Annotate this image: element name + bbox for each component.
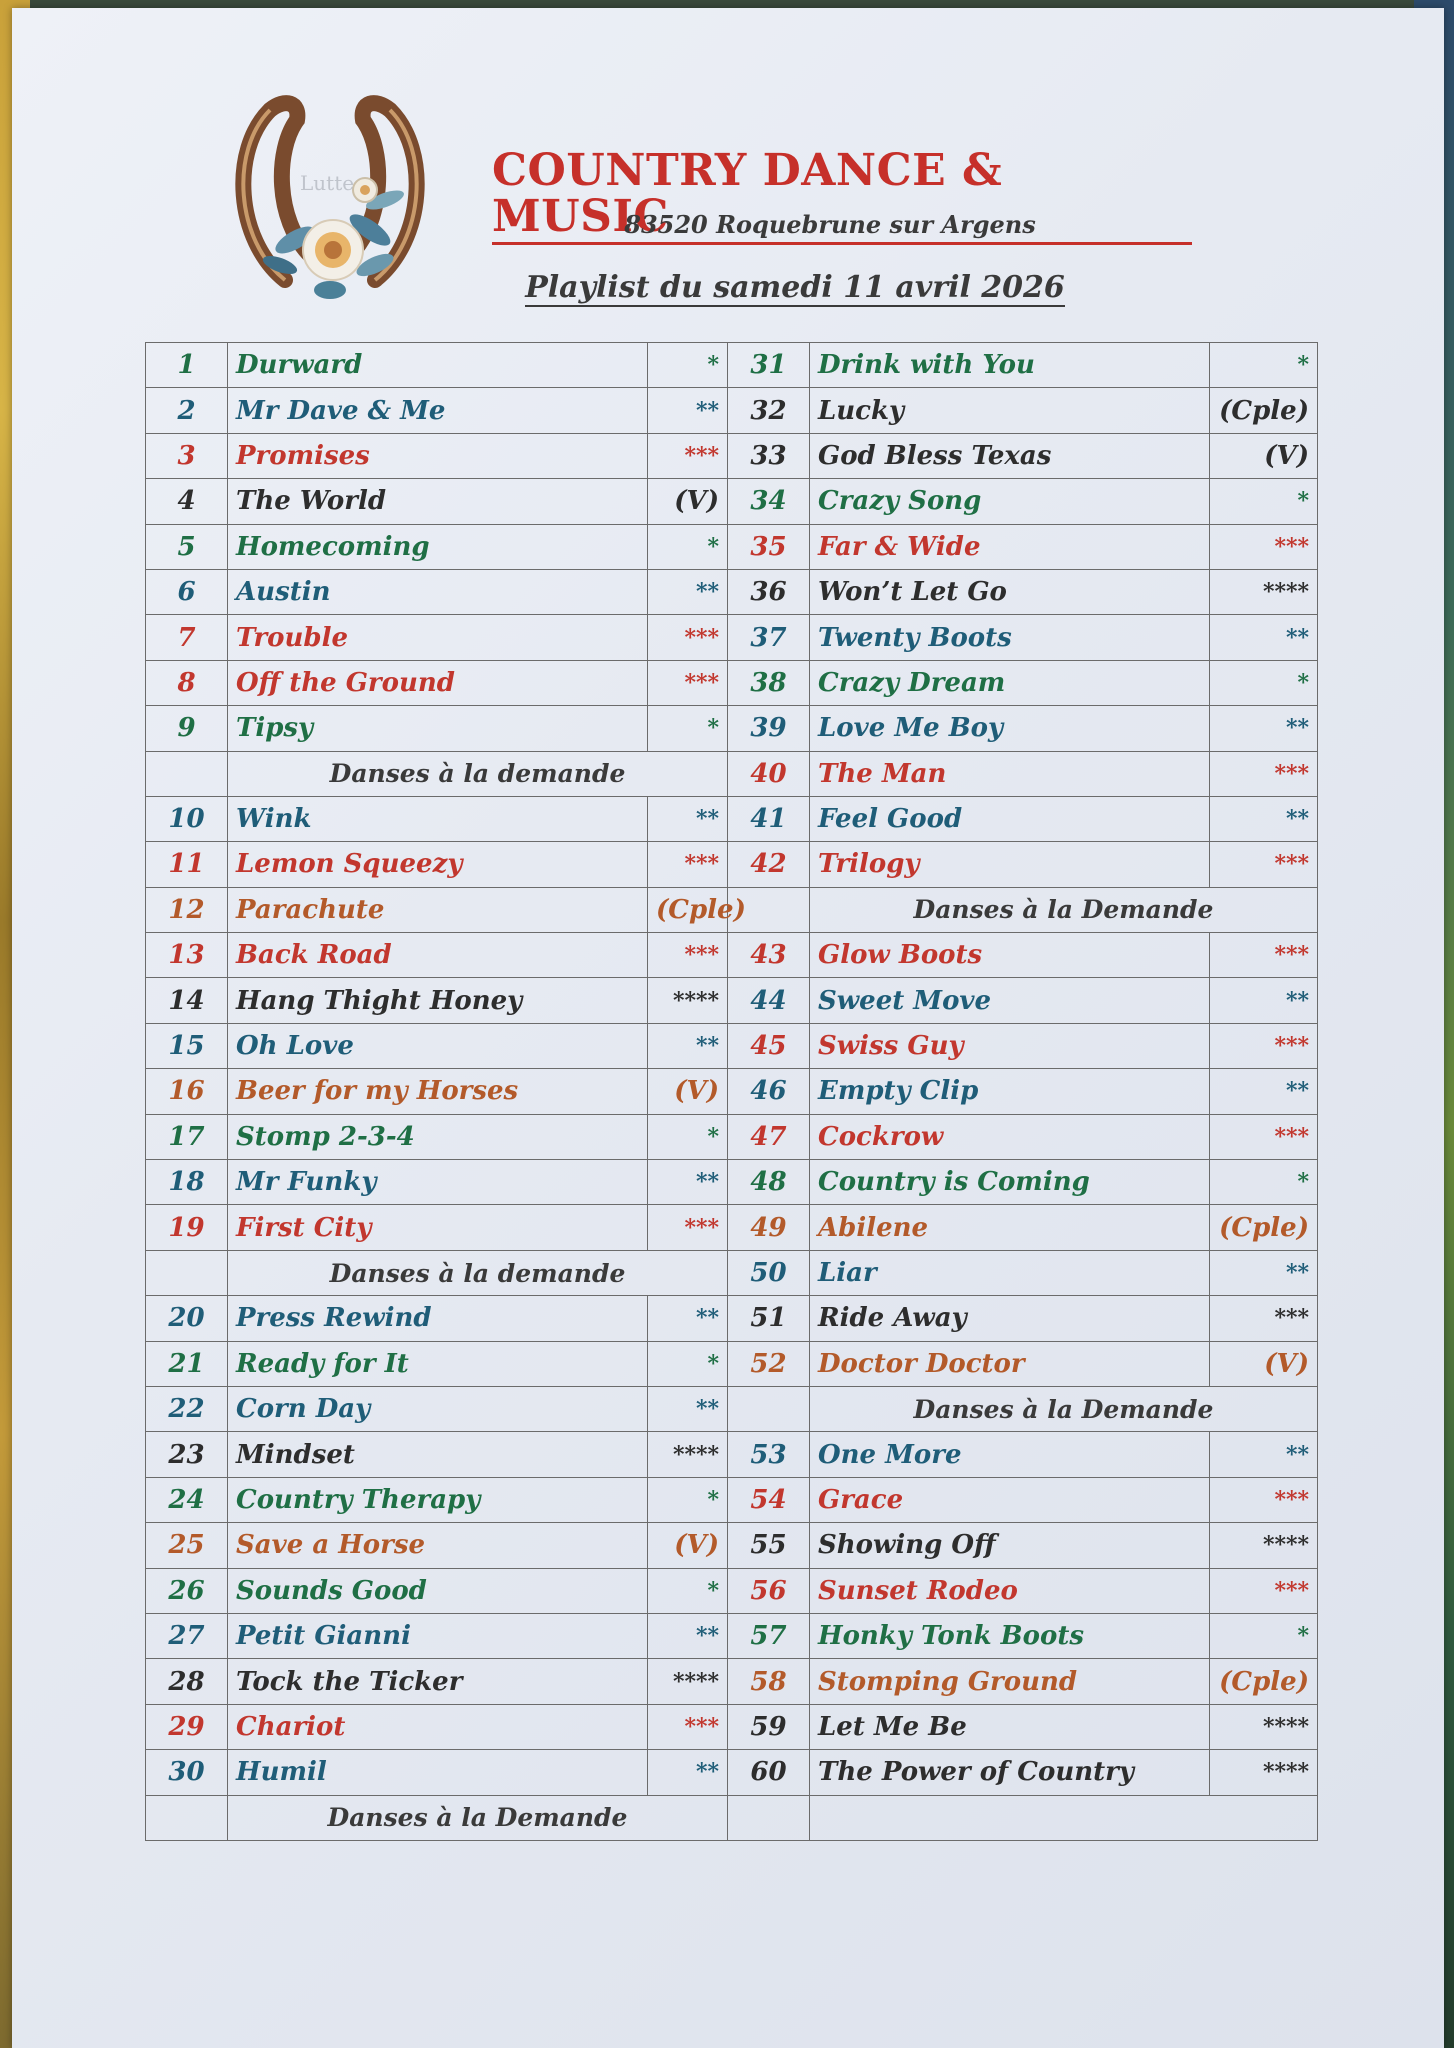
song-title: Twenty Boots	[810, 615, 1210, 660]
table-row	[146, 569, 1318, 614]
song-number: 21	[146, 1341, 228, 1386]
song-number: 27	[146, 1613, 228, 1658]
dance-type-label: (V)	[648, 479, 728, 524]
section-label: Danses à la demande	[228, 751, 728, 796]
difficulty-stars: ***	[1210, 1114, 1318, 1159]
song-number: 7	[146, 615, 228, 660]
table-row	[146, 978, 1318, 1023]
song-title: Trouble	[228, 615, 648, 660]
song-title: Swiss Guy	[810, 1023, 1210, 1068]
difficulty-stars: ***	[1210, 842, 1318, 887]
song-title: Tipsy	[228, 706, 648, 751]
song-number: 17	[146, 1114, 228, 1159]
song-title: Drink with You	[810, 343, 1210, 388]
dance-type-label: (V)	[648, 1523, 728, 1568]
song-number: 36	[728, 569, 810, 614]
song-number: 39	[728, 706, 810, 751]
song-number: 3	[146, 433, 228, 478]
song-number: 31	[728, 343, 810, 388]
difficulty-stars: **	[648, 1160, 728, 1205]
table-row	[146, 1023, 1318, 1068]
song-number: 11	[146, 842, 228, 887]
song-title: Crazy Song	[810, 479, 1210, 524]
song-number: 59	[728, 1704, 810, 1749]
song-number: 10	[146, 796, 228, 841]
song-number: 54	[728, 1477, 810, 1522]
song-title: Ride Away	[810, 1296, 1210, 1341]
song-number: 35	[728, 524, 810, 569]
song-number: 14	[146, 978, 228, 1023]
song-number: 45	[728, 1023, 810, 1068]
section-label: Danses à la Demande	[810, 887, 1318, 932]
song-number: 2	[146, 388, 228, 433]
difficulty-stars: ***	[1210, 1296, 1318, 1341]
song-title: Country is Coming	[810, 1160, 1210, 1205]
difficulty-stars: *	[648, 343, 728, 388]
song-number: 8	[146, 660, 228, 705]
table-row	[146, 1659, 1318, 1704]
playlist-table	[145, 342, 1318, 1841]
table-row	[146, 615, 1318, 660]
song-title: Glow Boots	[810, 933, 1210, 978]
song-title: Trilogy	[810, 842, 1210, 887]
song-number: 5	[146, 524, 228, 569]
difficulty-stars: *	[648, 1568, 728, 1613]
table-row	[146, 796, 1318, 841]
song-number: 25	[146, 1523, 228, 1568]
song-number: 44	[728, 978, 810, 1023]
song-title: Durward	[228, 343, 648, 388]
difficulty-stars: **	[1210, 615, 1318, 660]
playlist-body	[146, 343, 1318, 1841]
difficulty-stars: ****	[648, 1432, 728, 1477]
song-number: 43	[728, 933, 810, 978]
section-number-cell	[146, 751, 228, 796]
song-title: Far & Wide	[810, 524, 1210, 569]
difficulty-stars: **	[648, 569, 728, 614]
song-number: 26	[146, 1568, 228, 1613]
difficulty-stars: ****	[1210, 1523, 1318, 1568]
song-title: Mr Funky	[228, 1160, 648, 1205]
difficulty-stars: ***	[1210, 1568, 1318, 1613]
difficulty-stars: ***	[648, 660, 728, 705]
difficulty-stars: **	[648, 388, 728, 433]
playlist-title	[420, 270, 1170, 305]
difficulty-stars: ***	[1210, 933, 1318, 978]
song-title: Wink	[228, 796, 648, 841]
difficulty-stars: *	[648, 524, 728, 569]
table-row	[146, 1795, 1318, 1840]
song-title: Beer for my Horses	[228, 1069, 648, 1114]
song-title: Lucky	[810, 388, 1210, 433]
table-row	[146, 1160, 1318, 1205]
song-number: 48	[728, 1160, 810, 1205]
table-row	[146, 1341, 1318, 1386]
song-title: Ready for It	[228, 1341, 648, 1386]
table-row	[146, 842, 1318, 887]
song-number: 24	[146, 1477, 228, 1522]
table-row	[146, 1750, 1318, 1795]
song-number: 60	[728, 1750, 810, 1795]
song-title: Petit Gianni	[228, 1613, 648, 1658]
song-number: 18	[146, 1160, 228, 1205]
song-title: Cockrow	[810, 1114, 1210, 1159]
song-number: 40	[728, 751, 810, 796]
song-title: Honky Tonk Boots	[810, 1613, 1210, 1658]
table-row	[146, 1613, 1318, 1658]
song-title: Corn Day	[228, 1386, 648, 1431]
difficulty-stars: ***	[1210, 751, 1318, 796]
song-number: 37	[728, 615, 810, 660]
song-number: 52	[728, 1341, 810, 1386]
song-title: Austin	[228, 569, 648, 614]
difficulty-stars: ****	[1210, 1750, 1318, 1795]
difficulty-stars: *	[1210, 660, 1318, 705]
song-title: Showing Off	[810, 1523, 1210, 1568]
song-title: Let Me Be	[810, 1704, 1210, 1749]
song-title: Sounds Good	[228, 1568, 648, 1613]
table-row	[146, 1704, 1318, 1749]
song-number: 4	[146, 479, 228, 524]
song-title: Press Rewind	[228, 1296, 648, 1341]
table-row	[146, 1386, 1318, 1431]
difficulty-stars: ***	[648, 615, 728, 660]
dance-type-label: (Cple)	[1210, 1659, 1318, 1704]
difficulty-stars: ***	[1210, 524, 1318, 569]
song-title: Parachute	[228, 887, 648, 932]
table-row	[146, 751, 1318, 796]
song-title: Sweet Move	[810, 978, 1210, 1023]
difficulty-stars: ***	[648, 933, 728, 978]
song-number: 9	[146, 706, 228, 751]
section-number-cell	[146, 1250, 228, 1295]
difficulty-stars: *	[648, 1477, 728, 1522]
difficulty-stars: ****	[648, 1659, 728, 1704]
song-number: 49	[728, 1205, 810, 1250]
dance-type-label: (V)	[1210, 1341, 1318, 1386]
dance-type-label: (V)	[1210, 433, 1318, 478]
song-number: 50	[728, 1250, 810, 1295]
table-row	[146, 660, 1318, 705]
song-number: 51	[728, 1296, 810, 1341]
difficulty-stars: **	[1210, 706, 1318, 751]
song-number: 56	[728, 1568, 810, 1613]
table-row	[146, 1296, 1318, 1341]
song-title: Oh Love	[228, 1023, 648, 1068]
song-number: 57	[728, 1613, 810, 1658]
difficulty-stars: **	[1210, 1069, 1318, 1114]
song-number: 30	[146, 1750, 228, 1795]
difficulty-stars: ***	[648, 842, 728, 887]
song-title: Lemon Squeezy	[228, 842, 648, 887]
song-number: 46	[728, 1069, 810, 1114]
song-title: One More	[810, 1432, 1210, 1477]
song-title: Country Therapy	[228, 1477, 648, 1522]
table-row	[146, 706, 1318, 751]
song-title: Stomping Ground	[810, 1659, 1210, 1704]
table-row	[146, 1069, 1318, 1114]
difficulty-stars: ****	[1210, 569, 1318, 614]
section-label: Danses à la Demande	[228, 1795, 728, 1840]
song-number: 47	[728, 1114, 810, 1159]
song-title: Abilene	[810, 1205, 1210, 1250]
song-number: 15	[146, 1023, 228, 1068]
difficulty-stars: *	[1210, 1613, 1318, 1658]
difficulty-stars: *	[648, 706, 728, 751]
song-title: Chariot	[228, 1704, 648, 1749]
song-number: 1	[146, 343, 228, 388]
dance-type-label: (Cple)	[1210, 388, 1318, 433]
table-row	[146, 1523, 1318, 1568]
difficulty-stars: **	[1210, 1250, 1318, 1295]
difficulty-stars: **	[648, 1750, 728, 1795]
table-row	[146, 343, 1318, 388]
table-row	[146, 1477, 1318, 1522]
difficulty-stars: **	[1210, 1432, 1318, 1477]
empty-number-cell	[728, 1795, 810, 1840]
song-number: 53	[728, 1432, 810, 1477]
table-row	[146, 1432, 1318, 1477]
table-row	[146, 479, 1318, 524]
dance-type-label: (Cple)	[1210, 1205, 1318, 1250]
song-number: 19	[146, 1205, 228, 1250]
song-title: The World	[228, 479, 648, 524]
song-title: Back Road	[228, 933, 648, 978]
song-title: Grace	[810, 1477, 1210, 1522]
song-title: The Power of Country	[810, 1750, 1210, 1795]
song-title: Mindset	[228, 1432, 648, 1477]
song-number: 13	[146, 933, 228, 978]
song-number: 16	[146, 1069, 228, 1114]
song-title: Tock the Ticker	[228, 1659, 648, 1704]
song-title: Feel Good	[810, 796, 1210, 841]
song-title: First City	[228, 1205, 648, 1250]
song-number: 29	[146, 1704, 228, 1749]
song-title: Crazy Dream	[810, 660, 1210, 705]
difficulty-stars: **	[1210, 978, 1318, 1023]
difficulty-stars: ***	[1210, 1023, 1318, 1068]
table-row	[146, 887, 1318, 932]
song-number: 22	[146, 1386, 228, 1431]
song-title: Humil	[228, 1750, 648, 1795]
song-number: 32	[728, 388, 810, 433]
page-title: COUNTRY DANCE & MUSIC	[492, 148, 1192, 245]
table-row	[146, 524, 1318, 569]
song-number: 34	[728, 479, 810, 524]
difficulty-stars: **	[648, 1023, 728, 1068]
song-title: Stomp 2-3-4	[228, 1114, 648, 1159]
logo-watermark-text: Lutte	[300, 171, 355, 195]
song-title: Hang Thight Honey	[228, 978, 648, 1023]
table-row	[146, 433, 1318, 478]
song-number: 41	[728, 796, 810, 841]
dance-type-label: (V)	[648, 1069, 728, 1114]
song-number: 28	[146, 1659, 228, 1704]
table-row	[146, 933, 1318, 978]
dance-type-label: (Cple)	[648, 887, 728, 932]
table-row	[146, 388, 1318, 433]
table-row	[146, 1114, 1318, 1159]
song-number: 20	[146, 1296, 228, 1341]
song-title: Homecoming	[228, 524, 648, 569]
section-label: Danses à la Demande	[810, 1386, 1318, 1431]
difficulty-stars: *	[1210, 479, 1318, 524]
song-title: Sunset Rodeo	[810, 1568, 1210, 1613]
empty-cell	[810, 1795, 1318, 1840]
song-number: 38	[728, 660, 810, 705]
difficulty-stars: ****	[1210, 1704, 1318, 1749]
difficulty-stars: ***	[648, 1704, 728, 1749]
song-title: Liar	[810, 1250, 1210, 1295]
section-label: Danses à la demande	[228, 1250, 728, 1295]
difficulty-stars: ***	[1210, 1477, 1318, 1522]
song-title: The Man	[810, 751, 1210, 796]
song-number: 12	[146, 887, 228, 932]
table-row	[146, 1568, 1318, 1613]
table-row	[146, 1250, 1318, 1295]
horseshoe-flower-logo-icon	[225, 90, 435, 305]
song-title: Save a Horse	[228, 1523, 648, 1568]
difficulty-stars: *	[1210, 1160, 1318, 1205]
song-title: Doctor Doctor	[810, 1341, 1210, 1386]
song-title: Won’t Let Go	[810, 569, 1210, 614]
song-title: God Bless Texas	[810, 433, 1210, 478]
section-number-cell	[146, 1795, 228, 1840]
song-title: Empty Clip	[810, 1069, 1210, 1114]
difficulty-stars: **	[648, 1613, 728, 1658]
difficulty-stars: **	[648, 796, 728, 841]
difficulty-stars: *	[648, 1341, 728, 1386]
address-line: 83520 Roquebrune sur Argens	[624, 210, 1036, 239]
difficulty-stars: ***	[648, 433, 728, 478]
song-title: Promises	[228, 433, 648, 478]
difficulty-stars: **	[1210, 796, 1318, 841]
playlist-title-text: Playlist du samedi 11 avril 2026	[525, 270, 1065, 305]
table-row	[146, 1205, 1318, 1250]
difficulty-stars: ****	[648, 978, 728, 1023]
song-number: 23	[146, 1432, 228, 1477]
difficulty-stars: **	[648, 1296, 728, 1341]
song-title: Mr Dave & Me	[228, 388, 648, 433]
song-number: 55	[728, 1523, 810, 1568]
song-title: Love Me Boy	[810, 706, 1210, 751]
song-number: 33	[728, 433, 810, 478]
song-number: 58	[728, 1659, 810, 1704]
song-number: 42	[728, 842, 810, 887]
song-number: 6	[146, 569, 228, 614]
difficulty-stars: ***	[648, 1205, 728, 1250]
difficulty-stars: *	[1210, 343, 1318, 388]
difficulty-stars: *	[648, 1114, 728, 1159]
song-title: Off the Ground	[228, 660, 648, 705]
difficulty-stars: **	[648, 1386, 728, 1431]
section-number-cell	[728, 1386, 810, 1431]
